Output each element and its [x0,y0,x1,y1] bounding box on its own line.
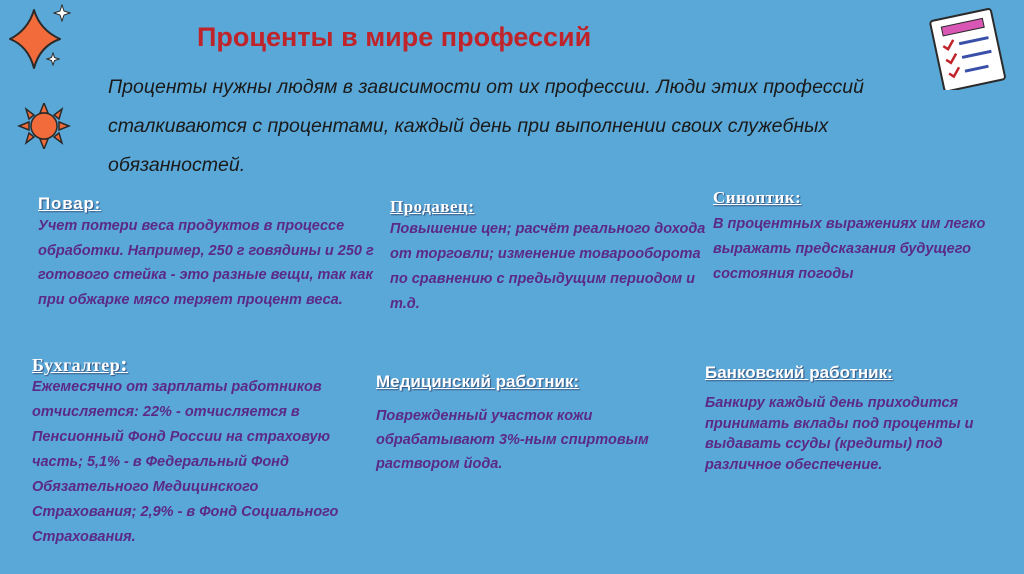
heading-colon: : [120,351,129,376]
profession-heading [32,351,362,376]
profession-banker [705,363,1005,475]
profession-title: Синоптик: [713,188,802,207]
profession-accountant [32,351,362,550]
profession-text: Поврежденный участок кожи обрабатывают 3%-ным спиртовым раствором йода. [376,408,649,472]
intro-text: Проценты нужны людям в зависимости от их профессии. Люди этих профессий сталкиваются с процентами, каждый день при выполнении своих служебных обязанностей. [108,76,864,176]
sparkle-icon [46,52,60,66]
profession-text: Банкиру каждый день приходится принимать вклады под проценты и выдавать ссуды (кредиты) под различное обеспечение. [705,395,974,473]
sun-icon [17,103,71,149]
heading-colon: : [468,197,475,216]
profession-medic [376,372,676,476]
profession-text: Ежемесячно от зарплаты работников отчисляется: 22% - отчисляется в Пенсионный Фонд России на страховую часть; 5,1% - в Федеральный Фонд Обязательного Медицинского Страхования; 2,9% - в Фонд Социального Страхования. [32,379,339,545]
profession-title: Повар [38,194,95,213]
profession-title: Бухгалтер [32,355,121,375]
sparkle-icon [53,4,71,22]
page-title: Проценты в мире профессий [197,22,592,52]
profession-forecaster [713,188,1013,287]
profession-cook [38,194,378,312]
heading-colon: : [94,194,102,213]
profession-text: В процентных выражениях им легко выражать предсказания будущего состояния погоды [713,216,986,282]
profession-text: Учет потери веса продуктов в процессе обработки. Например, 250 г говядины и 250 г готового стейка - это разные вещи, так как при обжарке мясо теряет процент веса. [38,218,374,308]
profession-seller [390,197,710,317]
profession-text: Повышение цен; расчёт реального дохода от торговли; изменение товарооборота по сравнению с предыдущим периодом и т.д. [390,221,706,312]
profession-title: Продавец [390,197,469,216]
profession-heading [38,194,378,214]
profession-title: Банковский работник: [705,363,893,382]
profession-heading [390,197,710,217]
profession-title: Медицинский работник: [376,372,580,391]
